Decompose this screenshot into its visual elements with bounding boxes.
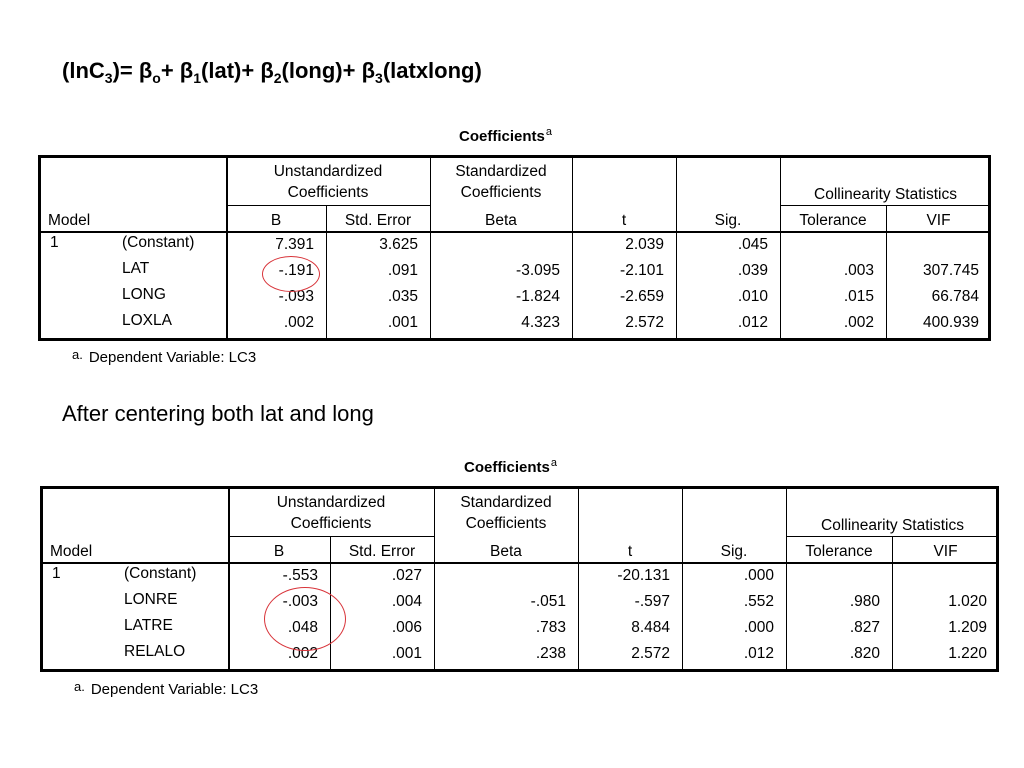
cell-beta: -.051: [530, 593, 566, 610]
regression-formula: [62, 58, 482, 86]
cell-tolerance: .002: [843, 314, 874, 331]
formula-part: )= β: [112, 58, 153, 83]
cell-std-error: .091: [387, 262, 418, 279]
cell-t: 2.572: [625, 314, 664, 331]
cell-sig: .012: [743, 645, 774, 662]
header-t: t: [621, 212, 627, 229]
cell-std-error: .004: [391, 593, 422, 610]
cell-sig: .552: [743, 593, 774, 610]
header-vif: VIF: [926, 212, 951, 229]
header-tolerance: Tolerance: [799, 212, 867, 229]
row-divider: [38, 231, 991, 233]
cell-t: 2.572: [631, 645, 670, 662]
cell-t: -.597: [634, 593, 670, 610]
cell-std-error: .001: [387, 314, 418, 331]
cell-b: -.553: [282, 567, 318, 584]
caption-footnote-mark: a: [545, 126, 552, 138]
footnote-letter: a.: [72, 347, 83, 362]
cell-std-error: .001: [391, 645, 422, 662]
header-sig: Sig.: [714, 212, 742, 229]
header-standardized: Standardized: [455, 163, 547, 180]
cell-b: 7.391: [275, 236, 314, 253]
formula-subscript: 3: [104, 70, 113, 86]
header-b: B: [273, 543, 285, 560]
model-number: 1: [50, 234, 59, 251]
cell-beta: 4.323: [521, 314, 560, 331]
header-standardized-coefficients: Coefficients: [460, 184, 542, 201]
row-variable-name: LOXLA: [122, 312, 172, 329]
header-standardized-coefficients: Coefficients: [465, 515, 547, 532]
cell-std-error: .006: [391, 619, 422, 636]
cell-vif: 1.220: [948, 645, 987, 662]
cell-t: -2.101: [620, 262, 664, 279]
header-collinearity-statistics: Collinearity Statistics: [821, 517, 964, 534]
header-collinearity-statistics: Collinearity Statistics: [814, 186, 957, 203]
header-beta: Beta: [485, 212, 517, 229]
formula-subscript: 2: [273, 70, 282, 86]
caption-footnote-mark: a: [550, 457, 557, 469]
cell-tolerance: .827: [849, 619, 880, 636]
row-variable-name: LATRE: [124, 617, 173, 634]
footnote-text: Dependent Variable: LC3: [90, 681, 259, 698]
annotation-circle: [264, 587, 346, 651]
cell-b: .002: [287, 645, 318, 662]
table-footnote: [72, 347, 256, 366]
cell-tolerance: .820: [849, 645, 880, 662]
cell-std-error: .035: [387, 288, 418, 305]
header-unstandardized: Unstandardized: [276, 494, 386, 511]
cell-tolerance: .980: [849, 593, 880, 610]
footnote-text: Dependent Variable: LC3: [88, 349, 257, 366]
row-divider: [226, 205, 430, 206]
table-caption: [464, 457, 557, 476]
row-variable-name: (Constant): [124, 565, 197, 582]
section-heading: After centering both lat and long: [62, 401, 374, 426]
caption-text: Coefficients: [464, 459, 550, 476]
cell-t: 8.484: [631, 619, 670, 636]
cell-tolerance: .003: [843, 262, 874, 279]
header-tolerance: Tolerance: [805, 543, 873, 560]
header-model: Model: [48, 212, 91, 229]
cell-t: -20.131: [617, 567, 670, 584]
cell-t: -2.659: [620, 288, 664, 305]
formula-part: (lnC: [62, 58, 105, 83]
cell-b: -.003: [282, 593, 318, 610]
header-vif: VIF: [933, 543, 958, 560]
cell-vif: 400.939: [922, 314, 979, 331]
cell-vif: 66.784: [931, 288, 979, 305]
formula-subscript: 3: [375, 70, 383, 86]
header-unstandardized-coefficients: Coefficients: [290, 515, 372, 532]
header-b: B: [270, 212, 282, 229]
annotation-circle: [262, 256, 320, 292]
header-std-error: Std. Error: [344, 212, 412, 229]
header-unstandardized: Unstandardized: [273, 163, 383, 180]
cell-beta: .238: [535, 645, 566, 662]
table-footnote: [74, 679, 258, 698]
header-standardized: Standardized: [460, 494, 552, 511]
row-variable-name: RELALO: [124, 643, 186, 660]
header-beta: Beta: [490, 543, 522, 560]
cell-sig: .010: [737, 288, 768, 305]
row-variable-name: LONRE: [124, 591, 178, 608]
caption-text: Coefficients: [459, 128, 545, 145]
cell-sig: .045: [737, 236, 768, 253]
cell-sig: .000: [743, 567, 774, 584]
cell-tolerance: .015: [843, 288, 874, 305]
header-model: Model: [50, 543, 93, 560]
cell-sig: .000: [743, 619, 774, 636]
row-variable-name: LONG: [122, 286, 166, 303]
cell-sig: .012: [737, 314, 768, 331]
row-variable-name: LAT: [122, 260, 150, 277]
footnote-letter: a.: [74, 679, 85, 694]
cell-b: .048: [287, 619, 318, 636]
cell-vif: 1.020: [948, 593, 987, 610]
formula-part: (lat)+ β: [201, 58, 274, 83]
cell-vif: 307.745: [922, 262, 979, 279]
cell-b: .002: [283, 314, 314, 331]
model-number: 1: [52, 565, 61, 582]
cell-beta: .783: [535, 619, 566, 636]
row-divider: [786, 536, 999, 537]
formula-part: (latxlong): [382, 58, 482, 83]
row-variable-name: (Constant): [122, 234, 195, 251]
table-caption: [459, 126, 552, 145]
row-divider: [780, 205, 991, 206]
formula-part: + β: [160, 58, 194, 83]
formula-subscript: o: [152, 70, 161, 86]
row-divider: [40, 562, 999, 564]
row-divider: [228, 536, 434, 537]
header-std-error: Std. Error: [348, 543, 416, 560]
cell-beta: -1.824: [516, 288, 560, 305]
cell-std-error: 3.625: [379, 236, 418, 253]
cell-vif: 1.209: [948, 619, 987, 636]
cell-beta: -3.095: [516, 262, 560, 279]
cell-std-error: .027: [391, 567, 422, 584]
header-t: t: [627, 543, 633, 560]
header-sig: Sig.: [720, 543, 748, 560]
formula-part: (long)+ β: [281, 58, 376, 83]
cell-sig: .039: [737, 262, 768, 279]
cell-b: -.191: [278, 262, 314, 279]
cell-t: 2.039: [625, 236, 664, 253]
formula-subscript: 1: [193, 70, 202, 86]
header-unstandardized-coefficients: Coefficients: [287, 184, 369, 201]
cell-b: -.093: [278, 288, 314, 305]
